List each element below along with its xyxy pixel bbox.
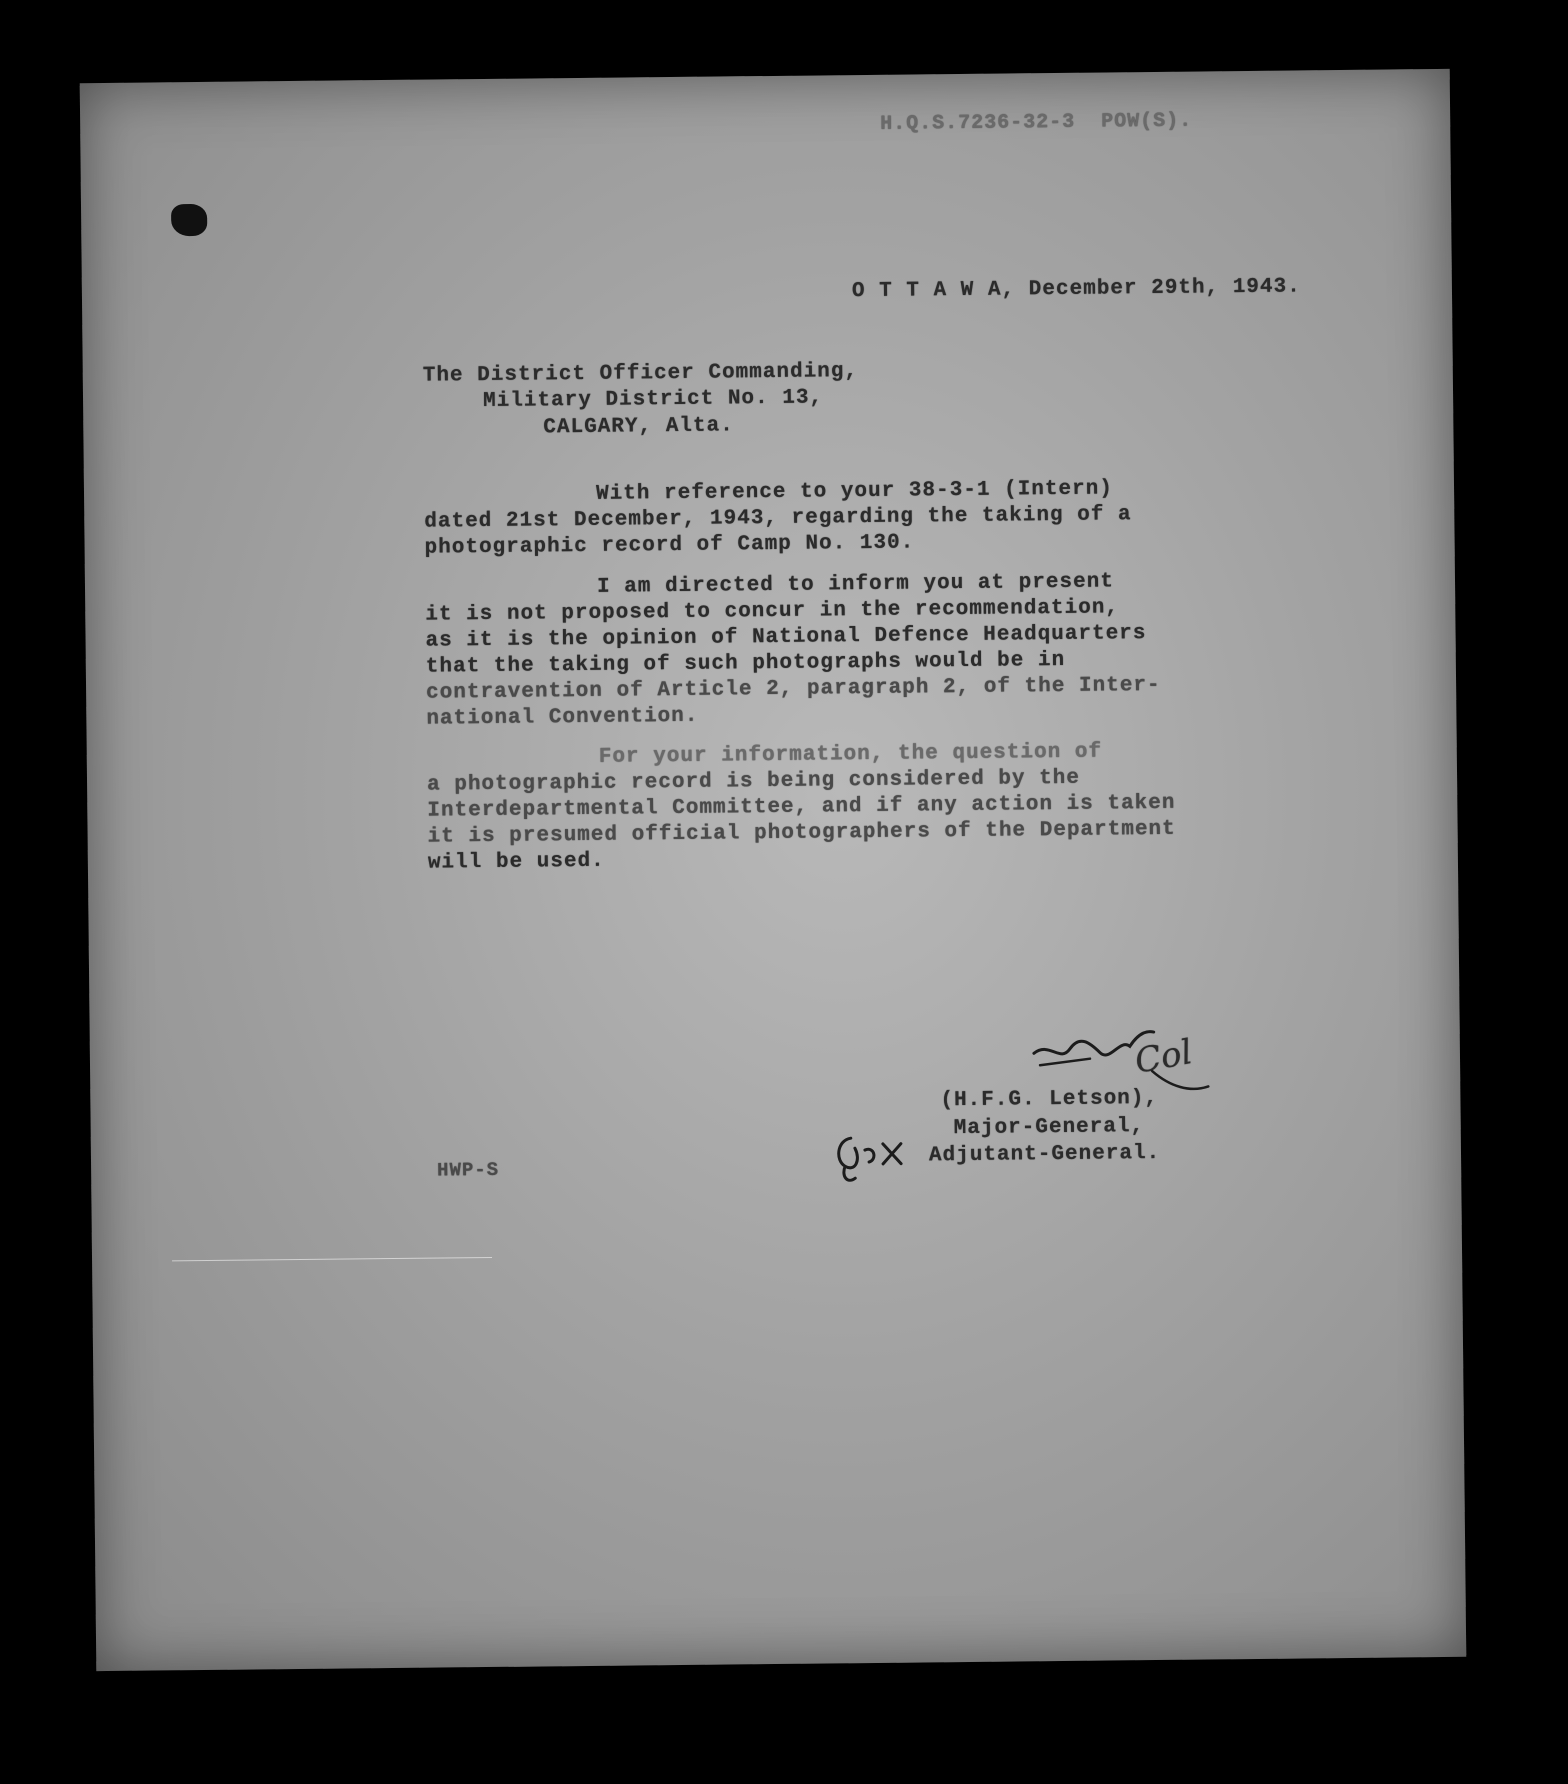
body-line: photographic record of Camp No. 130. xyxy=(424,531,915,560)
handwritten-initials: Col xyxy=(1131,1031,1196,1082)
body-line: I am directed to inform you at present xyxy=(596,570,1115,599)
body-line: national Convention. xyxy=(426,704,699,731)
handwritten-mark xyxy=(831,1130,912,1191)
body-line: Interdepartmental Committee, and if any action is taken xyxy=(427,791,1176,823)
body-line: it is not proposed to concur in the recommendation, xyxy=(425,596,1120,627)
body-line: dated 21st December, 1943, regarding the taking of a xyxy=(424,503,1132,534)
signature-line: Adjutant-General. xyxy=(928,1141,1161,1168)
body-line: For your information, the question of xyxy=(598,740,1103,769)
letter-page xyxy=(80,69,1467,1671)
typist-reference: HWP-S xyxy=(437,1158,500,1182)
address-line: Military District No. 13, xyxy=(482,386,824,414)
body-line: as it is the opinion of National Defence Headquarters xyxy=(425,622,1147,653)
address-line: The District Officer Commanding, xyxy=(422,360,859,388)
body-line: it is presumed official photographers of the Department xyxy=(427,817,1176,849)
address-line: CALGARY, Alta. xyxy=(543,414,734,440)
body-line: With reference to your 38-3-1 (Intern) xyxy=(595,477,1114,506)
ink-stain xyxy=(171,204,207,236)
body-line: will be used. xyxy=(427,849,605,875)
body-line: that the taking of such photographs would be in xyxy=(425,648,1066,679)
handwritten-flourish xyxy=(1150,1066,1210,1097)
signature-line: Major-General, xyxy=(953,1115,1145,1141)
body-line: a photographic record is being considered by the xyxy=(426,766,1081,797)
dateline: O T T A W A, December 29th, 1943. xyxy=(851,275,1301,304)
body-line: contravention of Article 2, paragraph 2, of the Inter- xyxy=(426,673,1161,705)
file-reference: H.Q.S.7236-32-3 POW(S). xyxy=(880,109,1193,136)
signature-line: (H.F.G. Letson), xyxy=(940,1086,1159,1113)
scan-artifact-line xyxy=(172,1257,492,1261)
